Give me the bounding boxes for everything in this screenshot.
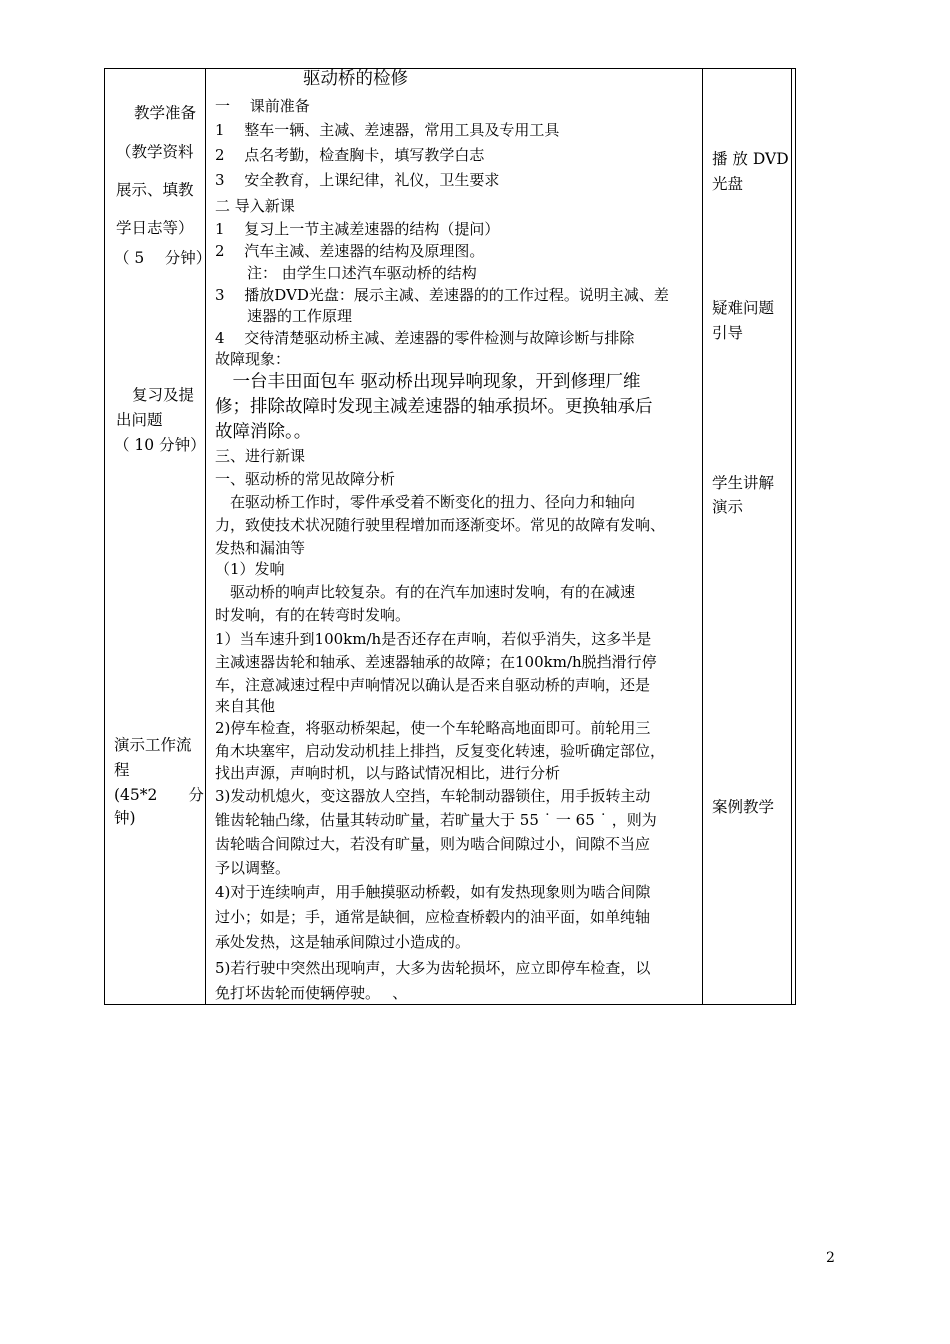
prep-title: 教学准备 [134,104,197,122]
demo-line: 程 [114,761,130,779]
page-number: 2 [826,1250,835,1266]
method-label: 案例教学 [712,798,775,816]
paragraph-line: 齿轮啮合间隙过大，若没有旷量，则为啮合间隙过小，间隙不当应 [215,835,651,853]
method-label: 引导 [712,324,744,342]
column-divider-right [702,68,703,1005]
demo-title: 演示工作流 [114,736,192,754]
demo-time: (45*2 分 [114,786,204,804]
method-label: 学生讲解 [712,474,775,492]
list-item: 3 播放DVD光盘：展示主减、差速器的的工作过程。说明主减、差 [215,286,669,304]
review-title: 复习及提 [132,386,195,404]
note: 注： 由学生口述汽车驱动桥的结构 [247,264,477,282]
section-heading: 三、进行新课 [215,447,306,465]
case-text: 修；排除故障时发现主减差速器的轴承损坏。更换轴承后 [215,397,653,417]
paragraph-line: 找出声源，声响时机，以与路试情况相比，进行分析 [215,764,561,782]
paragraph-line: 锥齿轮轴凸缘，估量其转动旷量，若旷量大于 55 ˙ 一 65 ˙ ，则为 [215,811,657,829]
paragraph-line: 发热和漏油等 [215,539,306,557]
paragraph-line: 来自其他 [215,697,276,715]
list-item: 1 复习上一节主减差速器的结构（提问） [215,220,500,238]
method-label: 疑难问题 [712,299,775,317]
prep-line: 展示、填教 [116,181,194,199]
paragraph-line: 过小；如是；手，通常是缺徊，应检查桥毂内的油平面，如单纯轴 [215,908,651,926]
section-heading: 一 课前准备 [215,97,310,115]
paragraph-line: 4)对于连续响声，用手触摸驱动桥毂，如有发热现象则为啮合间隙 [215,883,651,901]
paragraph-line: 时发响，有的在转弯时发响。 [215,606,411,624]
list-item: 故障现象： [215,350,291,368]
paragraph-line: 车，注意减速过程中声响情况以确认是否来自驱动桥的声响，还是 [215,676,651,694]
prep-time: （ 5 分钟） [114,249,212,267]
lesson-table [104,68,796,1005]
paragraph-line: 主减速器齿轮和轴承、差速器轴承的故障；在100km/h脱挡滑行停 [215,653,657,671]
paragraph-line: 予以调整。 [215,859,291,877]
list-item: 3 安全教育，上课纪律，礼仪，卫生要求 [215,171,500,189]
list-item: 4 交待清楚驱动桥主减、差速器的零件检测与故障诊断与排除 [215,329,635,347]
paragraph-line: 在驱动桥工作时，零件承受着不断变化的扭力、径向力和轴向 [215,493,636,511]
column-divider-left [205,68,206,1005]
paragraph-line: 2)停车检查，将驱动桥架起，使一个车轮略高地面即可。前轮用三 [215,719,651,737]
method-label: 演示 [712,498,744,516]
paragraph-line: 免打坏齿轮而使辆停驶。 、 [215,984,408,1002]
review-time: （ 10 分钟） [114,436,206,454]
method-label: 光盘 [712,175,744,193]
section-heading: 二 导入新课 [215,197,295,215]
review-line: 出问题 [116,411,163,429]
case-text: 故障消除。。 [215,422,312,442]
fault-heading: （1）发响 [215,560,285,578]
paragraph-line: 驱动桥的响声比较复杂。有的在汽车加速时发响，有的在减速 [215,583,636,601]
case-text: 一台丰田面包车 驱动桥出现异响现象，开到修理厂维 [215,372,641,392]
list-item: 2 点名考勤，检查胸卡，填写教学白志 [215,146,485,164]
paragraph-line: 承处发热，这是轴承间隙过小造成的。 [215,933,471,951]
prep-line: （教学资料 [116,143,194,161]
lesson-title: 驱动桥的检修 [303,69,408,89]
paragraph-line: 1）当车速升到100km/h是否还存在声响，若似乎消失，这多半是 [215,630,652,648]
paragraph-line: 5)若行驶中突然出现响声，大多为齿轮损坏，应立即停车检查，以 [215,959,651,977]
paragraph-line: 3)发动机熄火，变这器放人空挡，车轮制动器锁住，用手扳转主动 [215,787,651,805]
paragraph-line: 力，致使技术状况随行驶里程增加而逐渐变坏。常见的故障有发响、 [215,516,666,534]
paragraph-line: 角木块塞牢，启动发动机挂上排挡，反复变化转速，验听确定部位， [215,742,666,760]
list-item: 2 汽车主减、差速器的结构及原理图。 [215,242,485,260]
list-item: 速器的工作原理 [247,307,353,325]
demo-line: 钟) [114,809,136,827]
method-label: 播 放 DVD [712,150,789,168]
list-item: 1 整车一辆、主减、差速器，常用工具及专用工具 [215,121,560,139]
prep-line: 学日志等） [116,219,194,237]
sub-heading: 一、驱动桥的常见故障分析 [215,470,396,488]
